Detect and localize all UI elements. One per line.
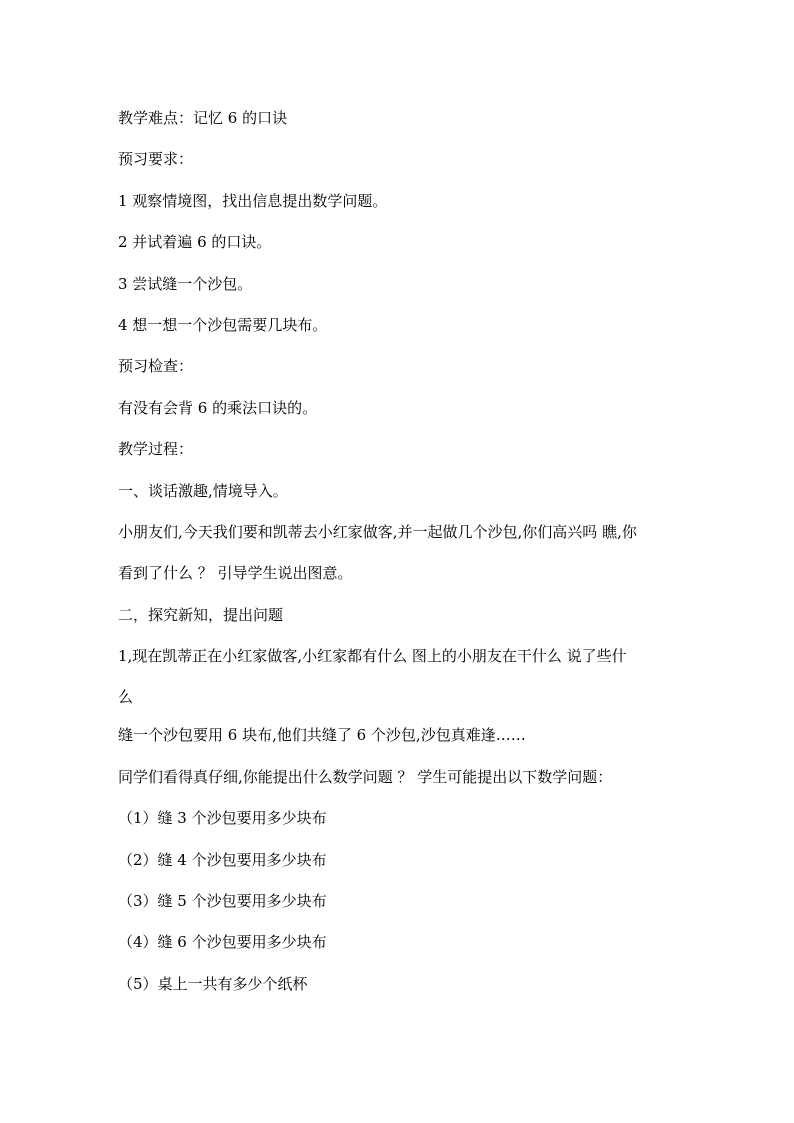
teaching-difficulty-line: 教学难点：记忆 6 的口诀	[118, 109, 288, 127]
question-paragraph-line-2: 么	[118, 688, 134, 707]
math-question-3: （3）缝 5 个沙包要用多少块布	[118, 892, 327, 911]
requirement-item-2: 2 并试着遍 6 的口诀。	[118, 233, 272, 252]
sandbag-paragraph: 缝一个沙包要用 6 块布,他们共缝了 6 个沙包,沙包真难逢……	[118, 726, 526, 745]
preview-check-heading: 预习检查：	[118, 357, 194, 376]
preview-requirements-heading: 预习要求：	[118, 150, 194, 169]
requirement-item-3: 3 尝试缝一个沙包。	[118, 274, 253, 293]
math-question-2: （2）缝 4 个沙包要用多少块布	[118, 850, 327, 869]
teaching-process-heading: 教学过程：	[118, 440, 194, 459]
requirement-item-1: 1 观察情境图，找出信息提出数学问题。	[118, 191, 388, 210]
students-question-intro: 同学们看得真仔细,你能提出什么数学问题 ？ 学生可能提出以下数学问题：	[118, 767, 613, 786]
math-question-5: （5）桌上一共有多少个纸杯	[118, 974, 308, 993]
math-question-1: （1）缝 3 个沙包要用多少块布	[118, 809, 327, 828]
requirement-item-4: 4 想一想一个沙包需要几块布。	[118, 315, 328, 334]
question-paragraph-line-1: 1,现在凯蒂正在小红家做客,小红家都有什么 图上的小朋友在干什么 说了些什	[118, 647, 627, 666]
intro-paragraph-line-2: 看到了什么 ？ 引导学生说出图意。	[118, 564, 353, 583]
section-1-heading: 一、谈话激趣,情境导入。	[118, 481, 288, 500]
intro-paragraph-line-1: 小朋友们,今天我们要和凯蒂去小红家做客,并一起做几个沙包,你们高兴吗 瞧,你	[118, 522, 637, 541]
section-2-heading: 二，探究新知，提出问题	[118, 605, 284, 624]
preview-check-text: 有没有会背 6 的乘法口诀的。	[118, 398, 318, 417]
document-body	[118, 104, 688, 1011]
math-question-4: （4）缝 6 个沙包要用多少块布	[118, 933, 327, 952]
